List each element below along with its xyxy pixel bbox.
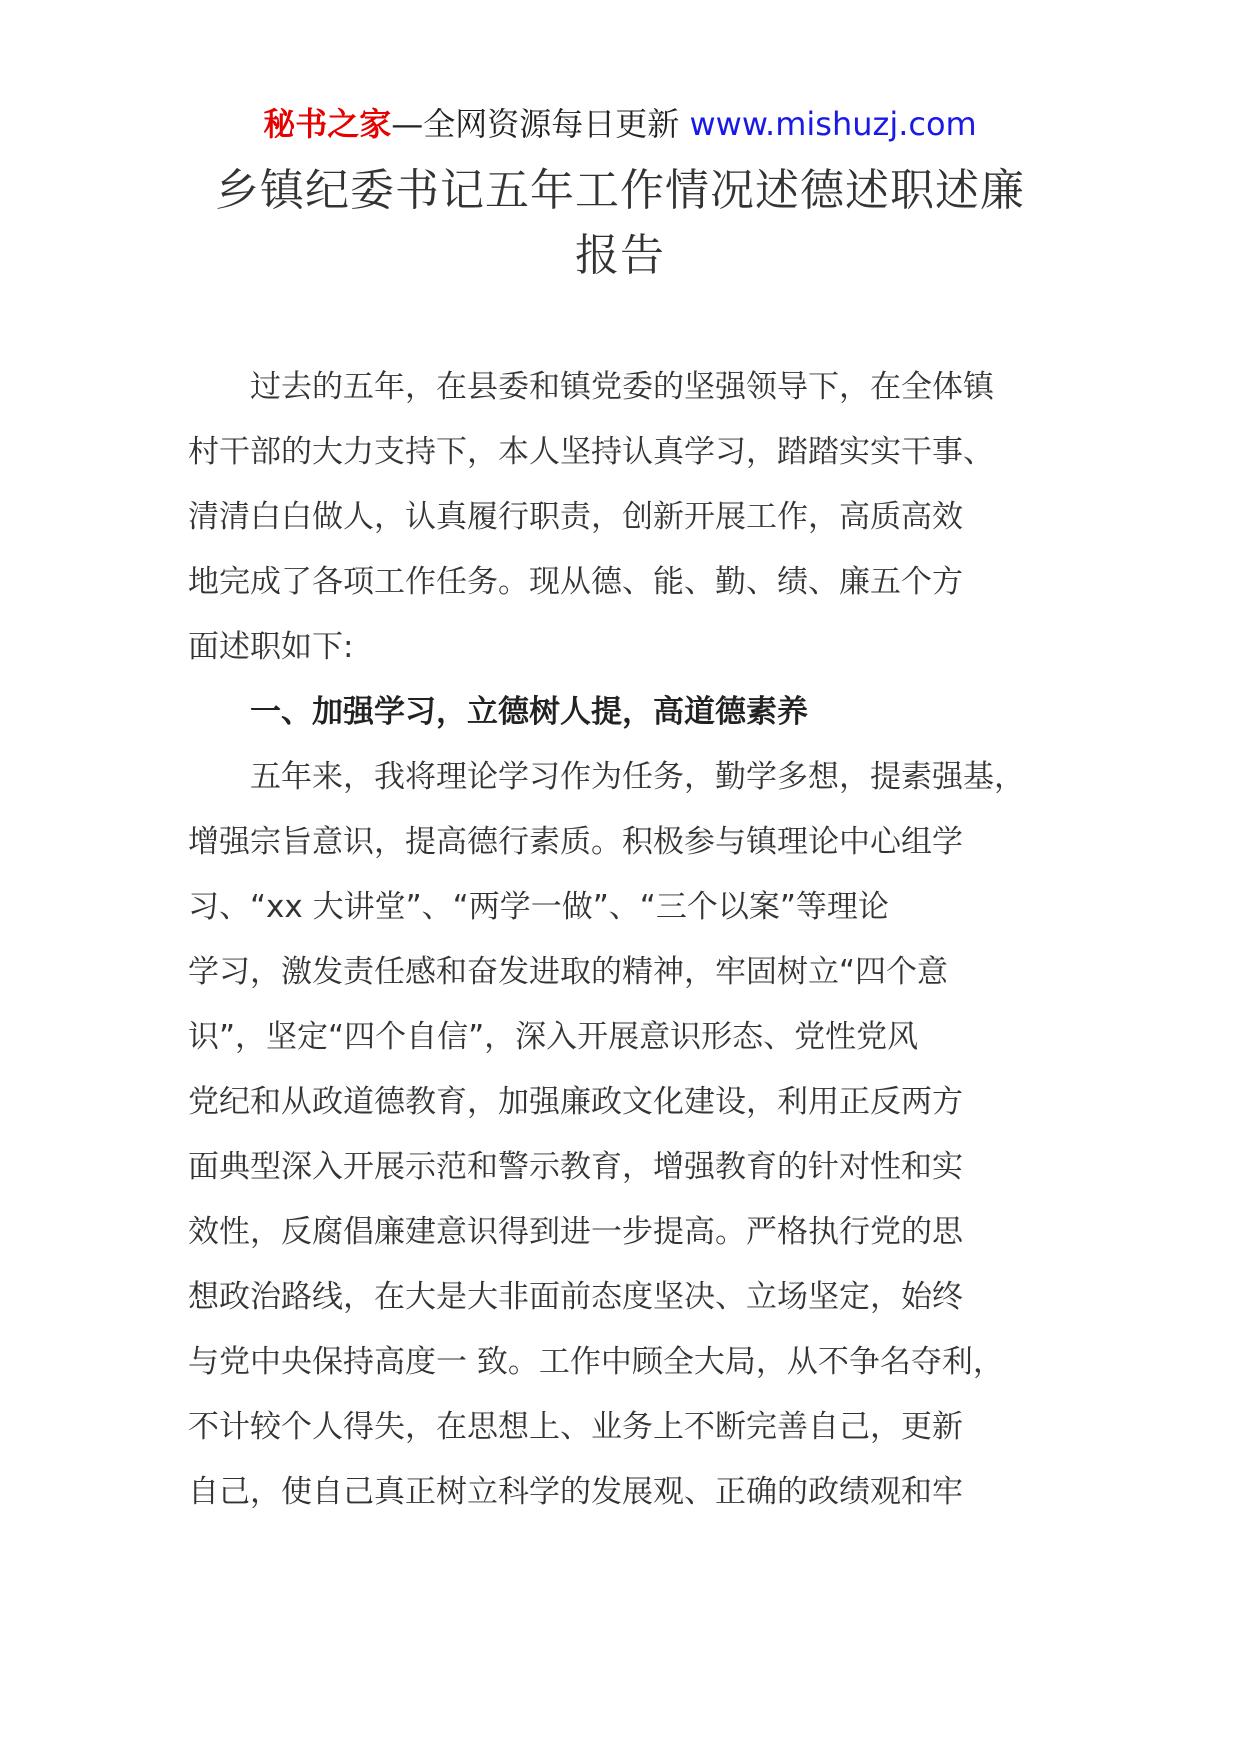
- paragraph-line: 清清白白做人，认真履行职责，创新开展工作，高质高效: [188, 499, 963, 535]
- paragraph-line: 党纪和从政道德教育，加强廉政文化建设，利用正反两方: [188, 1084, 963, 1120]
- document-body: [188, 355, 1068, 1525]
- banner-url-link[interactable]: www.mishuzj.com: [689, 105, 977, 143]
- paragraph-line: 与党中央保持高度一 致。工作中顾全大局，从不争名夺利，: [188, 1344, 1004, 1380]
- paragraph-line: 五年来，我将理论学习作为任务，勤学多想，提素强基，: [250, 759, 1025, 795]
- paragraph-line: 面述职如下:: [188, 629, 354, 665]
- paragraph-line: 识”，坚定“四个自信”，深入开展意识形态、党性党风: [188, 1019, 919, 1055]
- paragraph-line: 过去的五年，在县委和镇党委的坚强领导下，在全体镇: [250, 369, 994, 405]
- paragraph-line: 自己，使自己真正树立科学的发展观、正确的政绩观和牢: [188, 1474, 963, 1510]
- title-line: 报告: [575, 230, 665, 281]
- banner-brand: 秘书之家: [263, 105, 392, 143]
- section-heading: 一、加强学习，立德树人提，高道德素养: [250, 694, 808, 730]
- paragraph-line: 习、“xx 大讲堂”、“两学一做”、“三个以案”等理论: [188, 889, 889, 925]
- site-banner: [0, 100, 1240, 148]
- title-line: 乡镇纪委书记五年工作情况述德述职述廉: [215, 165, 1025, 216]
- paragraph-line: 想政治路线，在大是大非面前态度坚决、立场坚定，始终: [188, 1279, 963, 1315]
- paragraph-line: 不计较个人得失，在思想上、业务上不断完善自己，更新: [188, 1409, 963, 1445]
- paragraph-line: 面典型深入开展示范和警示教育，增强教育的针对性和实: [188, 1149, 963, 1185]
- paragraph-line: 增强宗旨意识，提高德行素质。积极参与镇理论中心组学: [188, 824, 963, 860]
- banner-slogan: —全网资源每日更新: [391, 105, 690, 143]
- paragraph-line: 村干部的大力支持下，本人坚持认真学习，踏踏实实干事、: [188, 434, 994, 470]
- paragraph-line: 学习，激发责任感和奋发进取的精神，牢固树立“四个意: [188, 954, 949, 990]
- paragraph-line: 地完成了各项工作任务。现从德、能、勤、绩、廉五个方: [188, 564, 963, 600]
- paragraph-line: 效性，反腐倡廉建意识得到进一步提高。严格执行党的思: [188, 1214, 963, 1250]
- document-title: [150, 158, 1090, 288]
